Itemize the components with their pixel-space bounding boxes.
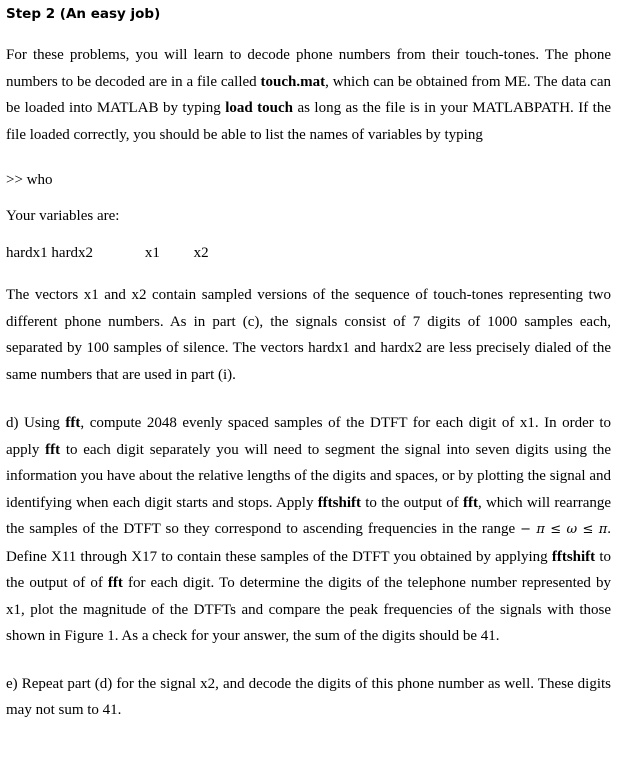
var-hardx1: hardx1	[6, 245, 48, 261]
intro-text-3: as long as the file is in your MATLABPATH. If the file loaded correctly, you should be able to list the names of variables by typing	[6, 100, 611, 143]
intro-paragraph	[6, 42, 611, 148]
who-command: >> who	[6, 172, 53, 188]
intro-text-1: For these problems, you will learn to decode phone numbers from their touch-tones. The phone numbers to be decoded are in a file called	[6, 47, 611, 90]
fftshift-keyword: fftshift	[551, 548, 596, 565]
part-e-paragraph: e) Repeat part (d) for the signal x2, and decode the digits of this phone number as well. These digits may not sum to 41.	[6, 675, 611, 718]
var-x1: x1	[144, 245, 160, 261]
command-load-touch: load touch	[225, 100, 294, 116]
fft-keyword: fft	[45, 441, 61, 458]
frequency-range-math: − π ≤ ω ≤ π	[520, 522, 608, 537]
fft-keyword: fft	[65, 415, 81, 431]
vectors-paragraph: The vectors x1 and x2 contain sampled versions of the sequence of touch-tones representing two different phone numbers. As in part (c), the signals consist of 7 digits of 1000 samples each, separated by 100 samples of silence. The vectors hardx1 and hardx2 are less precisely dialed of the same numbers that are used in part (i).	[6, 287, 611, 383]
intro-text-2: , which can be obtained from ME. The data can be loaded into MATLAB by typing	[6, 73, 611, 116]
fft-keyword: fft	[107, 575, 123, 591]
variables-list	[6, 243, 611, 263]
document-page	[6, 0, 611, 724]
var-hardx2: hardx2	[51, 245, 94, 261]
fft-keyword: fft	[462, 494, 478, 511]
fftshift-keyword: fftshift	[317, 494, 362, 511]
var-x2: x2	[193, 245, 209, 261]
part-d-text-6: . Define X11 through X17 to contain these samples of the DTFT you obtained by applying	[6, 521, 611, 565]
part-d-text-3: to each digit separately you will need to segment the signal into seven digits using the information you have about the relative lengths of the digits and spaces, or by plotting the signal and identifying when each digit starts and stops. Apply	[6, 441, 612, 511]
part-d-text-7: to the output of of	[6, 548, 611, 591]
variables-label: Your variables are:	[6, 208, 120, 224]
part-d-text-2: , compute 2048 evenly spaced samples of the DTFT for each digit of x1. In order to apply	[6, 415, 611, 458]
filename-touch-mat: touch.mat	[260, 73, 326, 90]
part-d-text-1: d) Using	[6, 415, 66, 431]
part-d-text-8: for each digit. To determine the digits of the telephone number represented by x1, plot the magnitude of the DTFTs and compare the peak frequencies of the signals with those shown in Figure 1. As a check for your answer, the sum of the digits should be 41.	[6, 575, 611, 644]
part-d-text-4: to the output of	[361, 494, 463, 511]
part-d-text-5: , which will rearrange the samples of the DTFT so they correspond to ascending frequencies in the range	[6, 494, 612, 537]
section-heading: Step 2 (An easy job)	[6, 6, 161, 22]
part-d-paragraph	[6, 410, 611, 650]
